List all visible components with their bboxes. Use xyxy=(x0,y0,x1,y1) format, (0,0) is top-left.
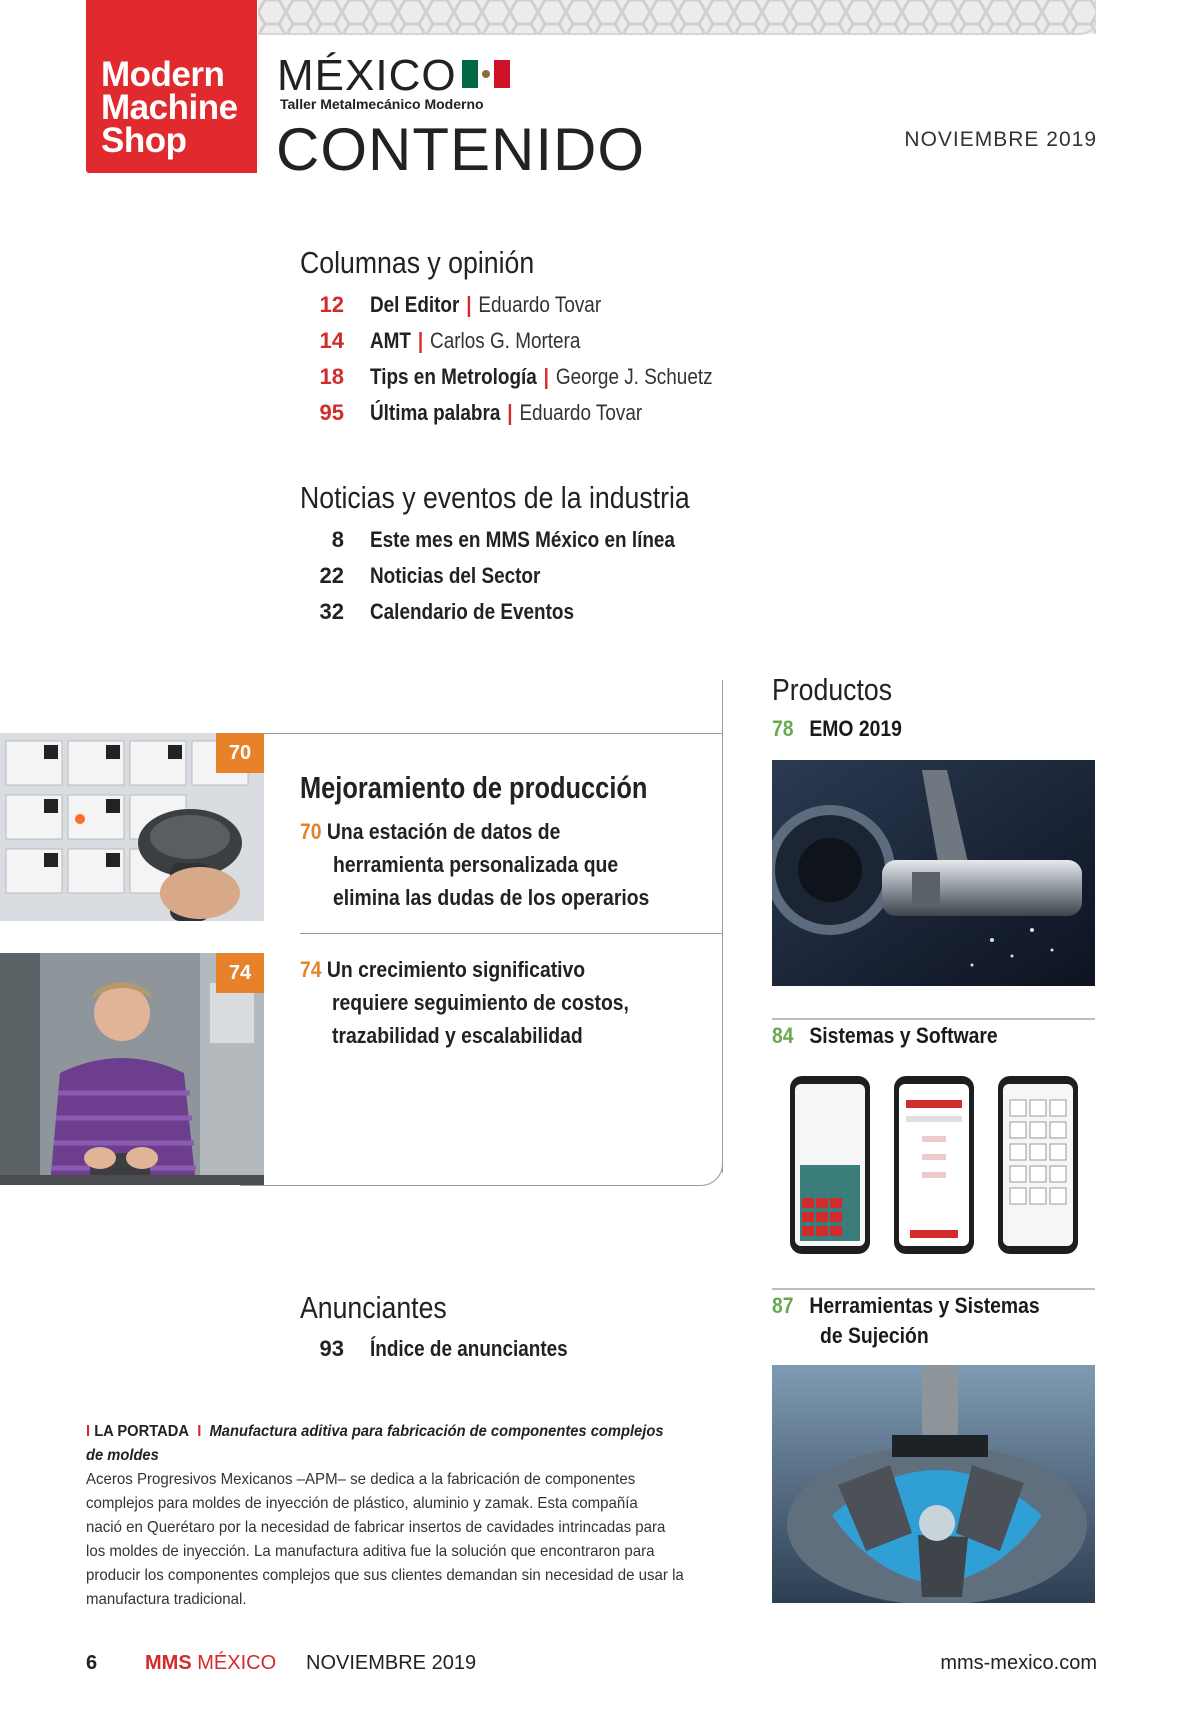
product-label: Herramientas y Sistemas xyxy=(809,1293,1040,1318)
logo-line-1: Modern xyxy=(101,55,225,94)
panel-divider xyxy=(300,933,723,934)
separator: I xyxy=(193,1423,206,1440)
toc-entry[interactable] xyxy=(300,364,768,394)
toc-page-number: 18 xyxy=(319,364,344,389)
toc-entry[interactable] xyxy=(300,328,615,358)
edition-title: MÉXICO xyxy=(277,51,457,100)
toc-label: Este mes en MMS México en línea xyxy=(370,527,675,552)
section-title-noticias: Noticias y eventos de la industria xyxy=(300,480,690,515)
footer-brand xyxy=(145,1652,276,1675)
separator: | xyxy=(466,292,472,317)
article-title-line: requiere seguimiento de costos, xyxy=(332,990,629,1015)
toc-label: Calendario de Eventos xyxy=(370,599,574,624)
product-label: de Sujeción xyxy=(820,1323,929,1348)
cover-body-line: complejos para moldes de inyección de plástico, aluminio y zamak. Esta compañía xyxy=(86,1495,638,1512)
toc-author: Carlos G. Mortera xyxy=(430,328,581,353)
cover-body-line: manufactura tradicional. xyxy=(86,1591,247,1608)
article-title-line: herramienta personalizada que xyxy=(333,852,619,877)
panel-border-bottom xyxy=(240,1152,723,1186)
product-label: Sistemas y Software xyxy=(809,1023,998,1048)
article-title-line: Un crecimiento significativo xyxy=(326,957,586,982)
phone-apps-illustration xyxy=(772,1070,1095,1260)
separator: | xyxy=(543,364,549,389)
product-image-phones[interactable] xyxy=(772,1070,1095,1260)
page-badge: 74 xyxy=(216,953,264,993)
product-page-number: 87 xyxy=(772,1293,794,1318)
article-page-number: 70 xyxy=(300,819,322,844)
product-label: EMO 2019 xyxy=(809,716,902,741)
toc-page-number: 12 xyxy=(319,292,344,317)
cover-tag: LA PORTADA xyxy=(94,1423,190,1440)
toc-entry[interactable] xyxy=(300,400,686,430)
toc-page-number: 8 xyxy=(331,527,344,552)
cover-headline: de moldes xyxy=(86,1447,159,1464)
footer-brand-edition: MÉXICO xyxy=(197,1652,277,1674)
toc-label: Tips en Metrología xyxy=(370,364,537,389)
cover-note xyxy=(86,1420,746,1612)
separator: I xyxy=(86,1423,91,1440)
section-title-productos: Productos xyxy=(772,672,893,707)
toc-author: Eduardo Tovar xyxy=(478,292,602,317)
brand-logo[interactable] xyxy=(86,0,257,173)
toc-entry[interactable] xyxy=(300,292,639,322)
product-image-emo[interactable] xyxy=(772,760,1095,986)
toc-entry[interactable] xyxy=(300,599,607,629)
article-title-line: Una estación de datos de xyxy=(326,819,561,844)
footer-url[interactable]: mms-mexico.com xyxy=(940,1652,1097,1674)
cover-body-line: nació en Querétaro por la necesidad de fabricar insertos de cavidades intrincadas para xyxy=(86,1519,666,1536)
product-divider xyxy=(772,1018,1095,1020)
product-page-number: 84 xyxy=(772,1023,794,1048)
feature-image-machinist[interactable] xyxy=(0,953,264,1185)
toc-author: Eduardo Tovar xyxy=(519,400,643,425)
article-title-line: elimina las dudas de los operarios xyxy=(333,885,650,910)
section-title-anunciantes: Anunciantes xyxy=(300,1290,447,1325)
cover-body-line: los moldes de inyección. La manufactura aditiva fue la solución que encontraron para xyxy=(86,1543,655,1560)
issue-date: NOVIEMBRE 2019 xyxy=(904,128,1097,151)
workholding-illustration xyxy=(772,1365,1095,1603)
toc-page-number: 14 xyxy=(319,328,344,353)
footer-brand-mms: MMS xyxy=(145,1652,192,1674)
product-page-number: 78 xyxy=(772,716,794,741)
cover-body-line: Aceros Progresivos Mexicanos –APM– se dedica a la fabricación de componentes xyxy=(86,1471,636,1488)
panel-border-right xyxy=(722,733,723,1173)
page-badge: 70 xyxy=(216,733,264,773)
emo-machining-illustration xyxy=(772,760,1095,986)
cover-headline: Manufactura aditiva para fabricación de componentes complejos xyxy=(209,1423,664,1440)
magazine-subtitle: Taller Metalmecánico Moderno xyxy=(280,96,484,112)
article-title-line: trazabilidad y escalabilidad xyxy=(332,1023,583,1048)
toc-page-number: 95 xyxy=(319,400,344,425)
section-title-columnas: Columnas y opinión xyxy=(300,245,535,280)
separator: | xyxy=(507,400,513,425)
toc-page-number: 32 xyxy=(319,599,344,624)
header-pattern xyxy=(258,0,1096,40)
toc-page-number: 93 xyxy=(319,1336,344,1361)
feature-image-tool-station[interactable] xyxy=(0,733,264,921)
footer-date: NOVIEMBRE 2019 xyxy=(306,1652,477,1674)
product-entry-emo[interactable] xyxy=(772,714,902,744)
section-title-mejoramiento: Mejoramiento de producción xyxy=(300,770,648,805)
toc-entry[interactable] xyxy=(300,1336,600,1366)
toc-author: George J. Schuetz xyxy=(555,364,713,389)
toc-label: Índice de anunciantes xyxy=(370,1336,568,1361)
logo-line-3: Shop xyxy=(101,121,187,160)
toc-entry[interactable] xyxy=(300,563,568,593)
toc-label: AMT xyxy=(370,328,411,353)
panel-border-top-right xyxy=(722,680,723,733)
toc-entry[interactable] xyxy=(300,527,725,557)
product-entry-software[interactable] xyxy=(772,1021,998,1051)
cover-body-line: producir los componentes complejos que sus clientes demandan sin necesidad de usar la xyxy=(86,1567,684,1584)
page-number: 6 xyxy=(86,1652,98,1674)
article-page-number: 74 xyxy=(300,957,322,982)
product-image-workholding[interactable] xyxy=(772,1365,1095,1603)
toc-page-number: 22 xyxy=(319,563,344,588)
page-title: CONTENIDO xyxy=(276,116,645,183)
mexico-flag-icon xyxy=(462,60,510,88)
product-divider xyxy=(772,1288,1095,1290)
toc-label: Última palabra xyxy=(370,400,501,425)
toc-label: Noticias del Sector xyxy=(370,563,541,588)
cover-body xyxy=(86,1468,706,1612)
toc-label: Del Editor xyxy=(370,292,460,317)
logo-line-2: Machine xyxy=(101,88,238,127)
separator: | xyxy=(417,328,424,353)
